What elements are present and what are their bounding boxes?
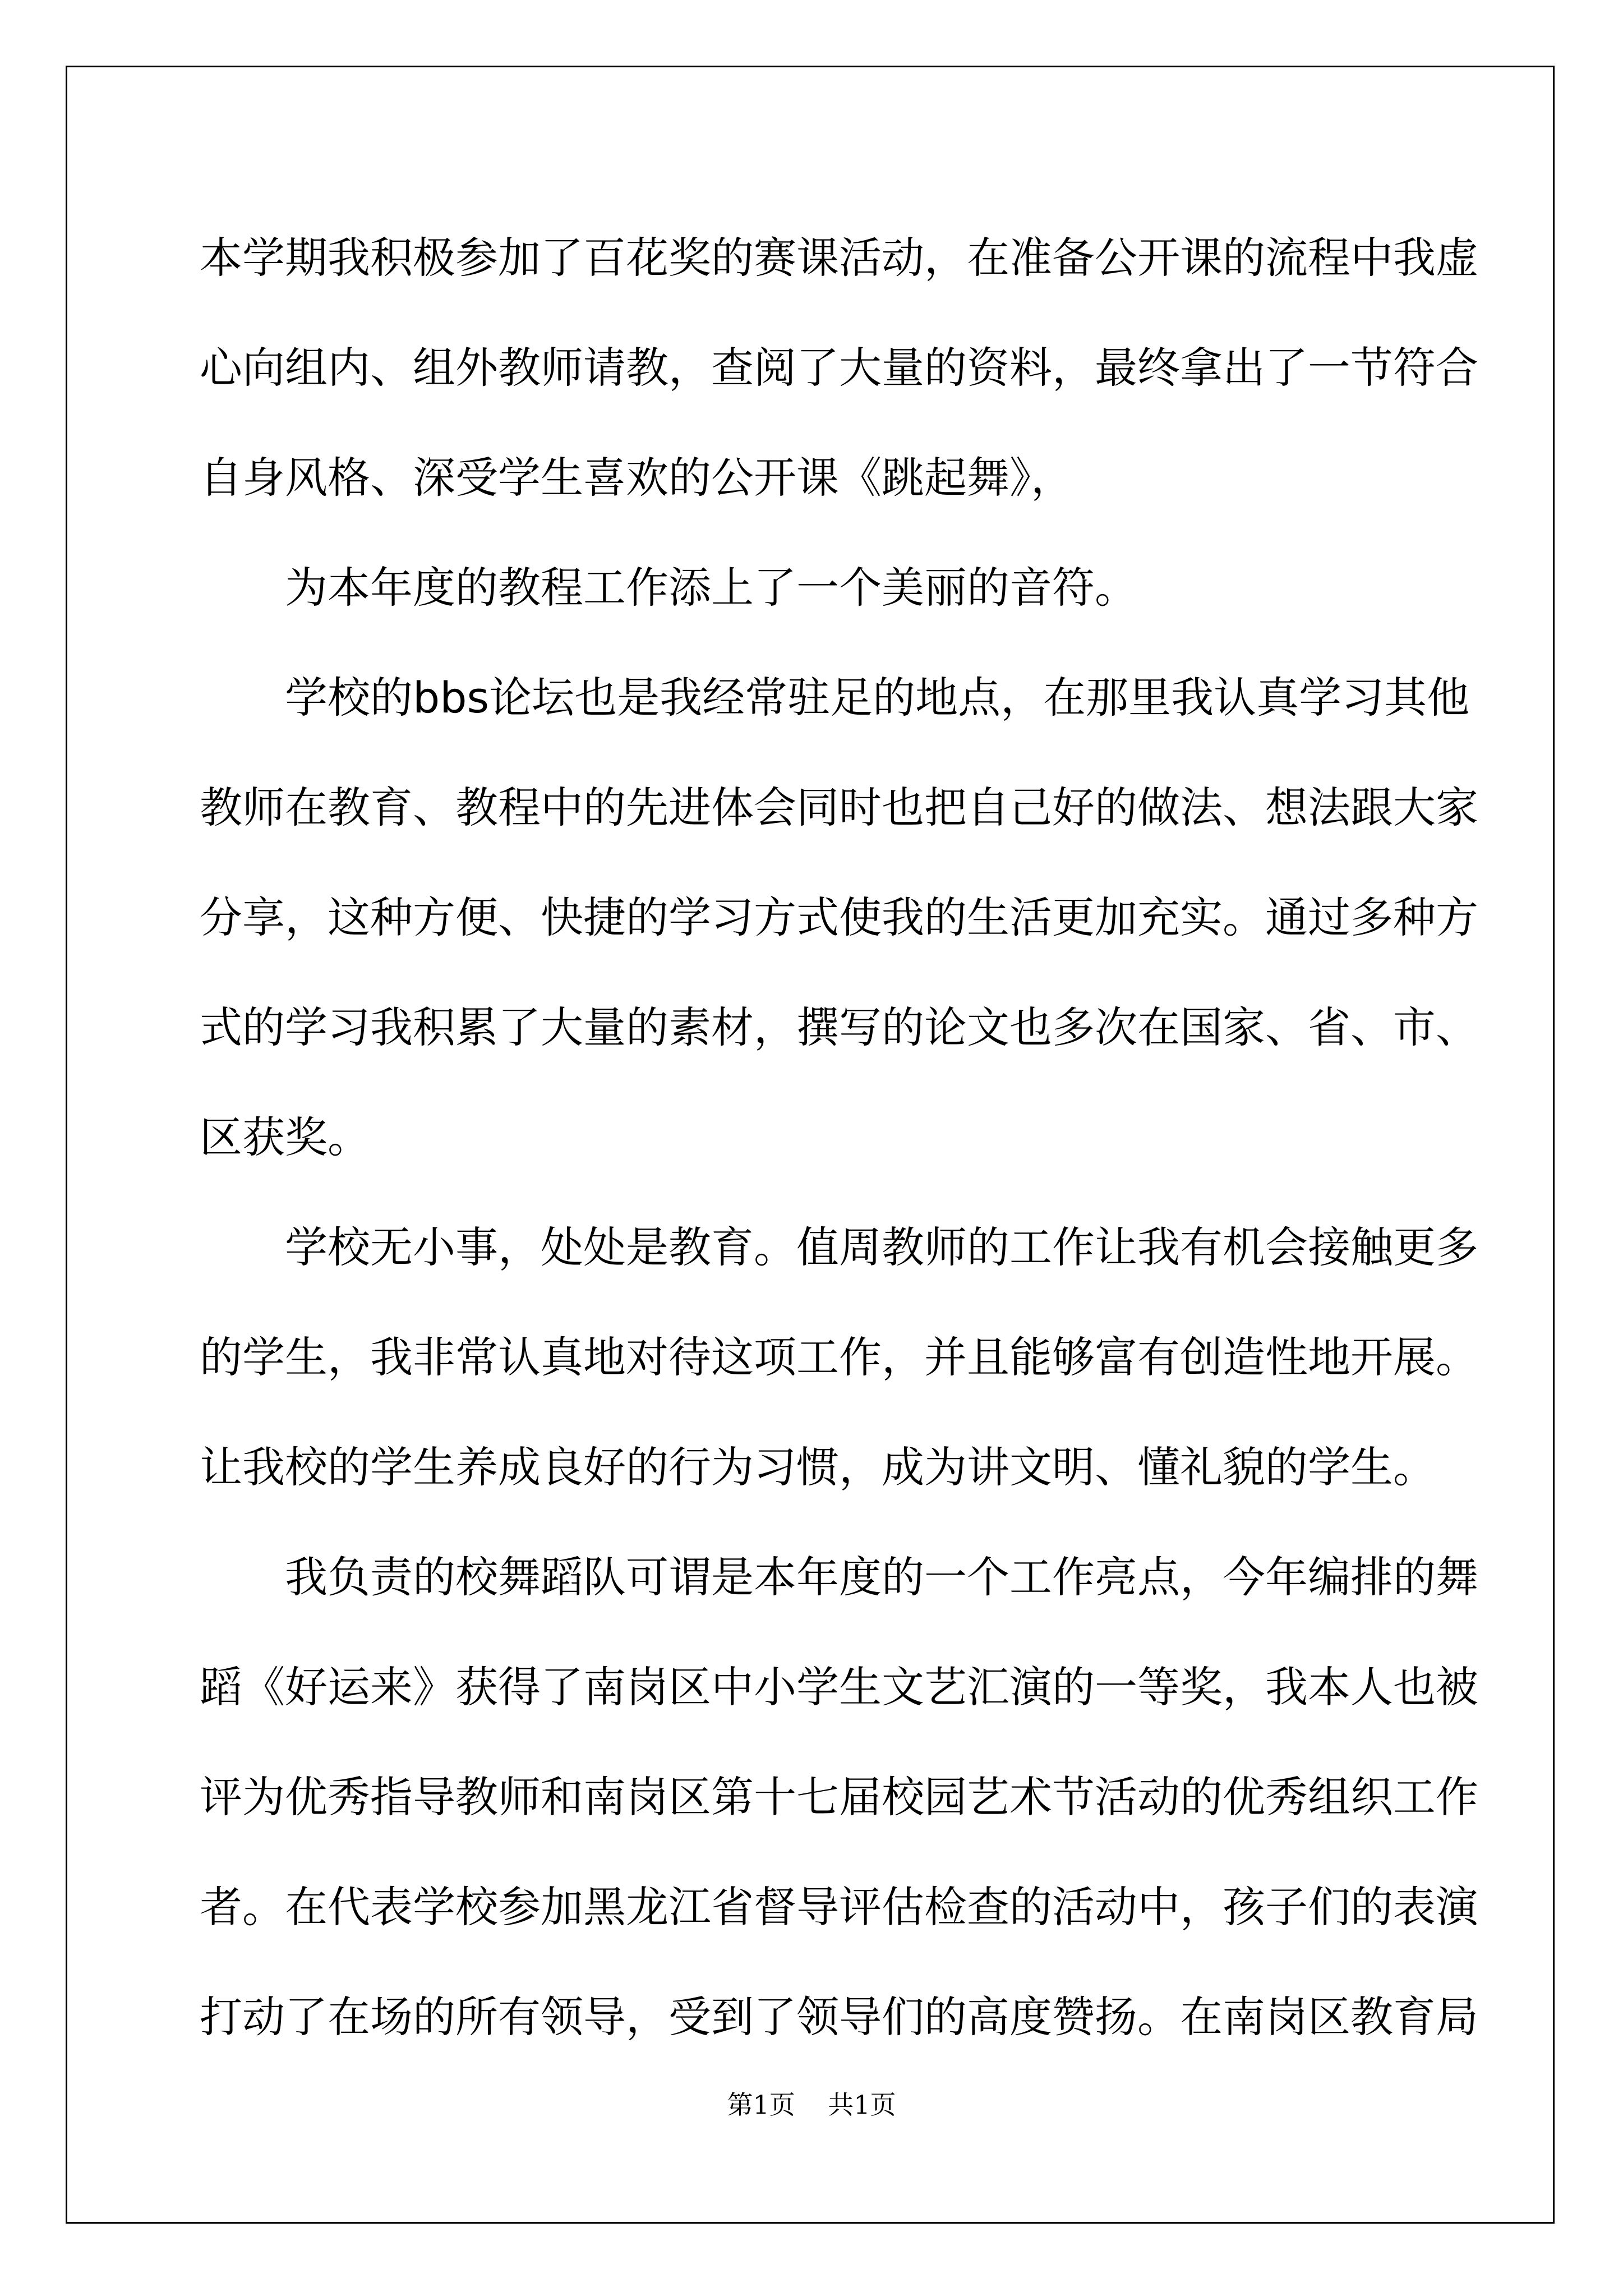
text-line: 评为优秀指导教师和南岗区第十七届校园艺术节活动的优秀组织工作 [200, 1772, 1478, 1822]
page-number-footer [0, 2088, 1623, 2122]
text-line: 为本年度的教程工作添上了一个美丽的音符。 [285, 563, 1137, 613]
text-line: 蹈《好运来》获得了南岗区中小学生文艺汇演的一等奖，我本人也被 [200, 1662, 1478, 1712]
text-line: 本学期我积极参加了百花奖的赛课活动，在准备公开课的流程中我虚 [200, 233, 1478, 283]
text-line: 打动了在场的所有领导，受到了领导们的高度赞扬。在南岗区教育局 [200, 1992, 1478, 2042]
text-line: 分享，这种方便、快捷的学习方式使我的生活更加充实。通过多种方 [200, 892, 1478, 942]
document-body [200, 203, 1478, 2072]
text-line: 让我校的学生养成良好的行为习惯，成为讲文明、懂礼貌的学生。 [200, 1442, 1436, 1492]
text-line: 者。在代表学校参加黑龙江省督导评估检查的活动中，孩子们的表演 [200, 1882, 1478, 1932]
page-number-text: 第1页 共1页 [727, 2090, 896, 2120]
text-line: 区获奖。 [200, 1112, 370, 1162]
text-line: 心向组内、组外教师请教，查阅了大量的资料，最终拿出了一节符合 [200, 343, 1478, 393]
text-line: 教师在教育、教程中的先进体会同时也把自己好的做法、想法跟大家 [200, 783, 1478, 832]
text-line: 自身风格、深受学生喜欢的公开课《跳起舞》， [200, 453, 1073, 503]
text-line: 学校无小事，处处是教育。值周教师的工作让我有机会接触更多 [285, 1222, 1478, 1272]
text-line: 我负责的校舞蹈队可谓是本年度的一个工作亮点，今年编排的舞 [285, 1552, 1478, 1602]
text-line: 学校的bbs论坛也是我经常驻足的地点，在那里我认真学习其他 [285, 673, 1470, 723]
text-line: 的学生，我非常认真地对待这项工作，并且能够富有创造性地开展。 [200, 1332, 1478, 1382]
text-line: 式的学习我积累了大量的素材，撰写的论文也多次在国家、省、市、 [200, 1002, 1478, 1052]
